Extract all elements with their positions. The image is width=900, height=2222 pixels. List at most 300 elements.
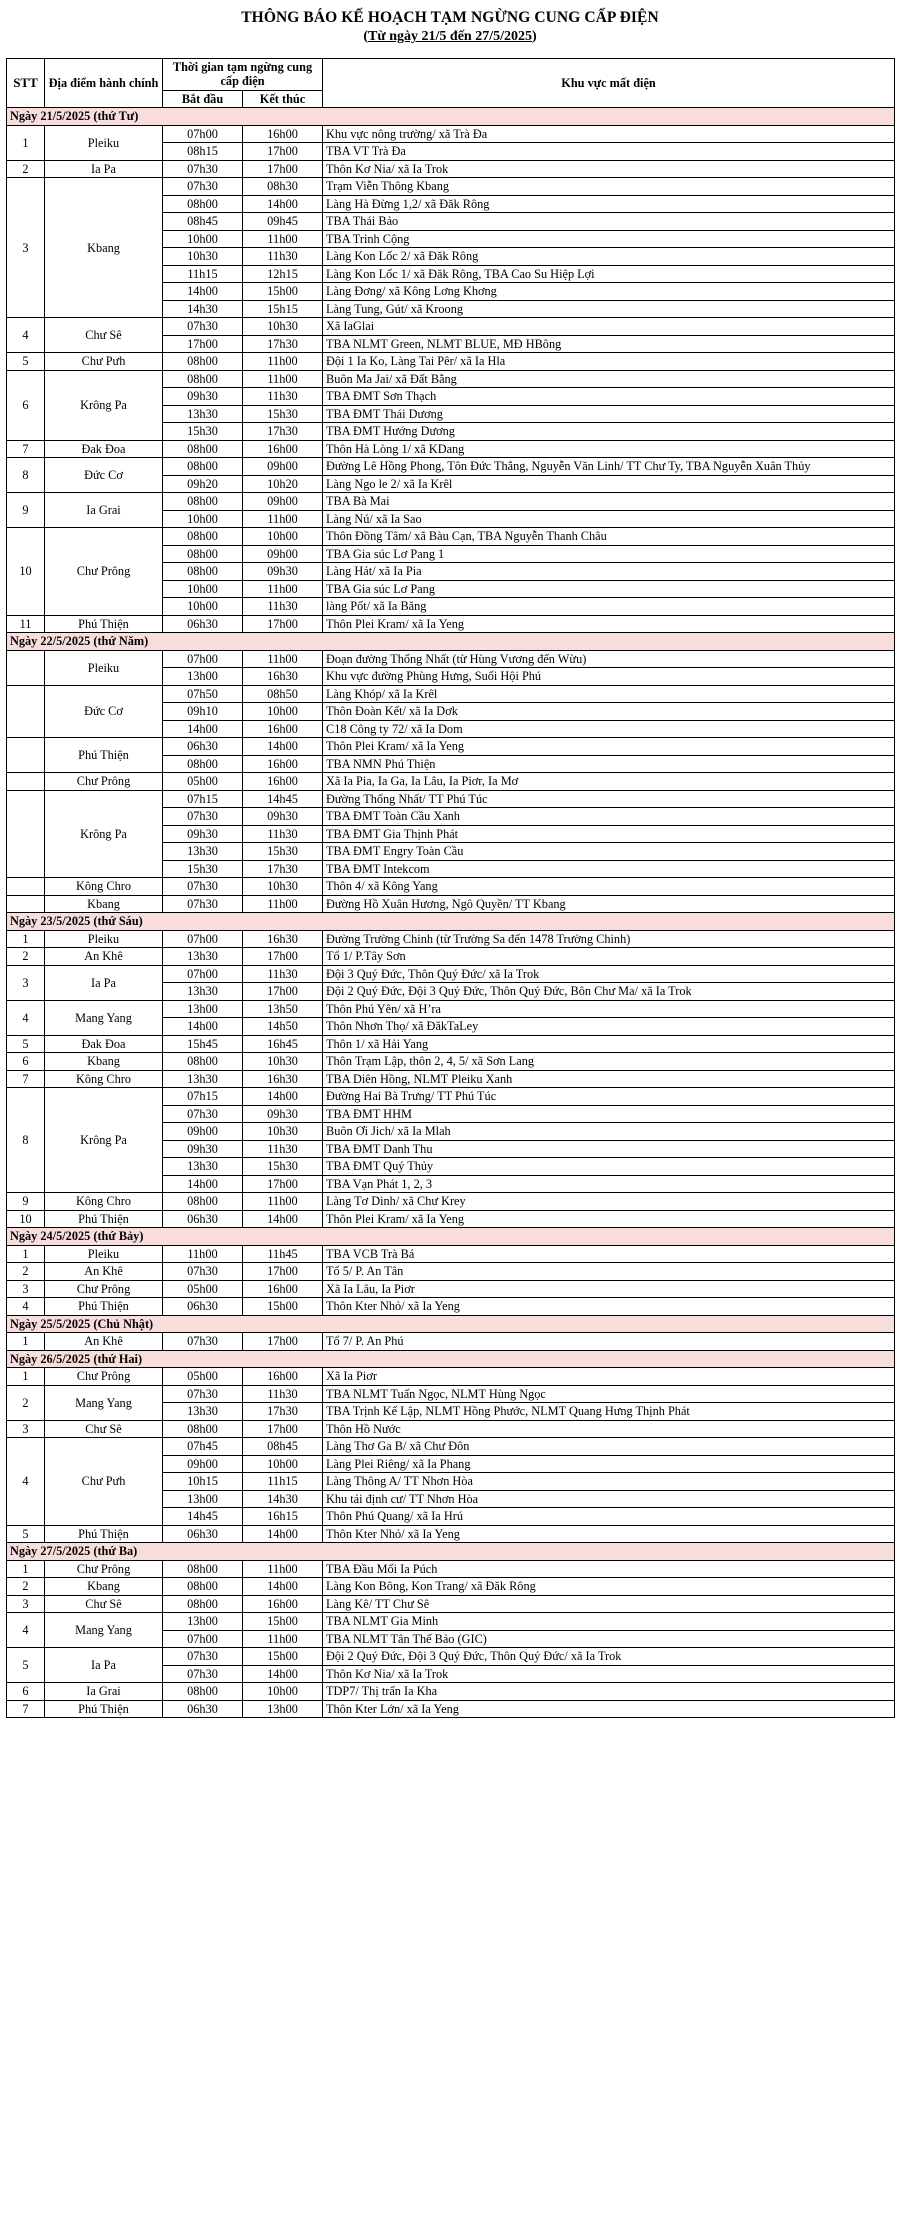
cell-stt: 10 <box>7 528 45 616</box>
cell-start-time: 07h30 <box>163 1105 243 1123</box>
cell-start-time: 06h30 <box>163 1525 243 1543</box>
cell-start-time: 17h00 <box>163 335 243 353</box>
cell-outage-area: TBA ĐMT Intekcom <box>323 860 895 878</box>
cell-start-time: 14h00 <box>163 1018 243 1036</box>
cell-outage-area: TBA ĐMT Gia Thịnh Phát <box>323 825 895 843</box>
cell-outage-area: TBA Đầu Mối Ia Púch <box>323 1560 895 1578</box>
cell-location: Krông Pa <box>45 790 163 878</box>
cell-start-time: 10h15 <box>163 1473 243 1491</box>
cell-start-time: 14h30 <box>163 300 243 318</box>
cell-end-time: 08h30 <box>243 178 323 196</box>
cell-start-time: 08h00 <box>163 1193 243 1211</box>
cell-end-time: 09h30 <box>243 563 323 581</box>
table-row <box>7 1298 895 1316</box>
cell-end-time: 13h00 <box>243 1700 323 1718</box>
cell-end-time: 11h00 <box>243 1560 323 1578</box>
cell-outage-area: Làng Đơng/ xã Kông Lơng Khơng <box>323 283 895 301</box>
cell-outage-area: Làng Kon Bông, Kon Trang/ xã Đăk Rông <box>323 1578 895 1596</box>
cell-start-time: 07h15 <box>163 790 243 808</box>
cell-location: An Khê <box>45 948 163 966</box>
cell-location: Chư Prông <box>45 1368 163 1386</box>
cell-location: Kbang <box>45 1053 163 1071</box>
cell-outage-area: TDP7/ Thị trấn Ia Kha <box>323 1683 895 1701</box>
cell-start-time: 09h00 <box>163 1123 243 1141</box>
cell-outage-area: Đường Trường Chinh (từ Trường Sa đến 1478 Trường Chinh) <box>323 930 895 948</box>
cell-start-time: 07h30 <box>163 318 243 336</box>
day-header-row <box>7 1315 895 1333</box>
cell-end-time: 14h00 <box>243 195 323 213</box>
cell-outage-area: Làng Thơ Ga B/ xã Chư Đôn <box>323 1438 895 1456</box>
cell-location: Phú Thiện <box>45 1298 163 1316</box>
cell-start-time: 06h30 <box>163 615 243 633</box>
cell-end-time: 11h30 <box>243 1140 323 1158</box>
cell-outage-area: TBA NLMT Tân Thế Bảo (GIC) <box>323 1630 895 1648</box>
cell-outage-area: Đội 2 Quý Đức, Đội 3 Quý Đức, Thôn Quý Đức, Bôn Chư Ma/ xã Ia Trok <box>323 983 895 1001</box>
cell-end-time: 15h00 <box>243 283 323 301</box>
cell-location: Phú Thiện <box>45 1700 163 1718</box>
table-row <box>7 370 895 388</box>
cell-outage-area: TBA Vạn Phát 1, 2, 3 <box>323 1175 895 1193</box>
cell-start-time: 13h00 <box>163 1613 243 1631</box>
table-row <box>7 1578 895 1596</box>
cell-outage-area: Thôn Plei Kram/ xã Ia Yeng <box>323 615 895 633</box>
cell-outage-area: Buôn Ma Jai/ xã Đất Bằng <box>323 370 895 388</box>
cell-start-time: 10h00 <box>163 580 243 598</box>
cell-end-time: 12h15 <box>243 265 323 283</box>
cell-stt: 3 <box>7 1595 45 1613</box>
cell-location: Chư Prông <box>45 528 163 616</box>
cell-outage-area: TBA VT Trà Đa <box>323 143 895 161</box>
cell-stt: 1 <box>7 930 45 948</box>
cell-stt: 3 <box>7 1420 45 1438</box>
day-header-row <box>7 633 895 651</box>
cell-start-time: 13h00 <box>163 1000 243 1018</box>
cell-stt: 6 <box>7 370 45 440</box>
cell-end-time: 16h00 <box>243 720 323 738</box>
cell-end-time: 11h30 <box>243 965 323 983</box>
cell-location: Phú Thiện <box>45 1525 163 1543</box>
cell-end-time: 11h45 <box>243 1245 323 1263</box>
cell-end-time: 14h30 <box>243 1490 323 1508</box>
cell-end-time: 17h30 <box>243 860 323 878</box>
cell-location: Pleiku <box>45 125 163 160</box>
cell-start-time: 08h00 <box>163 1683 243 1701</box>
cell-start-time: 15h30 <box>163 423 243 441</box>
cell-location: An Khê <box>45 1333 163 1351</box>
cell-stt: 3 <box>7 178 45 318</box>
cell-stt: 2 <box>7 1578 45 1596</box>
cell-outage-area: Xã IaGlai <box>323 318 895 336</box>
cell-stt: 1 <box>7 125 45 160</box>
cell-outage-area: Thôn Hồ Nước <box>323 1420 895 1438</box>
cell-start-time: 08h45 <box>163 213 243 231</box>
cell-end-time: 11h00 <box>243 895 323 913</box>
cell-outage-area: Tổ 7/ P. An Phú <box>323 1333 895 1351</box>
column-header-stt: STT <box>7 58 45 108</box>
day-header-label: Ngày 24/5/2025 (thứ Bảy) <box>7 1228 895 1246</box>
table-row <box>7 1438 895 1456</box>
day-header-label: Ngày 21/5/2025 (thứ Tư) <box>7 108 895 126</box>
cell-stt: 1 <box>7 1333 45 1351</box>
table-row <box>7 125 895 143</box>
cell-outage-area: Làng Tơ Dinh/ xã Chư Krey <box>323 1193 895 1211</box>
cell-start-time: 06h30 <box>163 738 243 756</box>
cell-start-time: 07h30 <box>163 1665 243 1683</box>
cell-outage-area: TBA VCB Trà Bá <box>323 1245 895 1263</box>
cell-outage-area: TBA Diên Hồng, NLMT Pleiku Xanh <box>323 1070 895 1088</box>
cell-location: Pleiku <box>45 1245 163 1263</box>
cell-location: Chư Pưh <box>45 1438 163 1526</box>
cell-outage-area: Đoạn đường Thống Nhất (từ Hùng Vương đến Wừu) <box>323 650 895 668</box>
cell-start-time: 09h30 <box>163 825 243 843</box>
cell-outage-area: làng Pốt/ xã Ia Băng <box>323 598 895 616</box>
cell-start-time: 07h00 <box>163 1630 243 1648</box>
cell-start-time: 13h00 <box>163 668 243 686</box>
cell-end-time: 17h00 <box>243 1420 323 1438</box>
table-row <box>7 1560 895 1578</box>
table-header-row-1 <box>7 58 895 90</box>
cell-end-time: 11h30 <box>243 825 323 843</box>
cell-stt: 1 <box>7 1368 45 1386</box>
cell-outage-area: Làng Kon Lốc 1/ xã Đăk Rông, TBA Cao Su Hiệp Lợi <box>323 265 895 283</box>
cell-end-time: 16h00 <box>243 1595 323 1613</box>
cell-end-time: 09h30 <box>243 1105 323 1123</box>
table-row <box>7 1420 895 1438</box>
cell-location: Đak Đoa <box>45 1035 163 1053</box>
table-row <box>7 1648 895 1666</box>
cell-outage-area: Thôn Plei Kram/ xã Ia Yeng <box>323 1210 895 1228</box>
column-header-area: Khu vực mất điện <box>323 58 895 108</box>
cell-location: Kông Chro <box>45 878 163 896</box>
cell-end-time: 14h45 <box>243 790 323 808</box>
table-row <box>7 353 895 371</box>
table-header <box>7 58 895 108</box>
cell-outage-area: Đội 2 Quý Đức, Đội 3 Quý Đức, Thôn Quý Đức/ xã Ia Trok <box>323 1648 895 1666</box>
cell-location: Mang Yang <box>45 1385 163 1420</box>
cell-location: Kbang <box>45 178 163 318</box>
cell-end-time: 14h00 <box>243 1088 323 1106</box>
cell-outage-area: Làng Kon Lốc 2/ xã Đăk Rông <box>323 248 895 266</box>
cell-start-time: 09h30 <box>163 388 243 406</box>
cell-location: Đức Cơ <box>45 685 163 738</box>
table-row <box>7 1368 895 1386</box>
cell-stt: 8 <box>7 458 45 493</box>
cell-outage-area: Thôn Đồng Tâm/ xã Bàu Cạn, TBA Nguyễn Thanh Châu <box>323 528 895 546</box>
table-row <box>7 738 895 756</box>
day-header-row <box>7 1350 895 1368</box>
cell-end-time: 17h30 <box>243 423 323 441</box>
cell-end-time: 14h00 <box>243 1525 323 1543</box>
cell-start-time: 14h00 <box>163 283 243 301</box>
cell-location: Ia Pa <box>45 965 163 1000</box>
cell-start-time: 07h30 <box>163 1385 243 1403</box>
cell-end-time: 17h00 <box>243 1263 323 1281</box>
cell-end-time: 16h30 <box>243 930 323 948</box>
cell-end-time: 17h00 <box>243 160 323 178</box>
cell-start-time: 08h00 <box>163 370 243 388</box>
cell-location: Ia Grai <box>45 493 163 528</box>
table-row <box>7 1683 895 1701</box>
cell-end-time: 17h30 <box>243 335 323 353</box>
cell-end-time: 10h00 <box>243 1683 323 1701</box>
cell-start-time: 08h00 <box>163 1578 243 1596</box>
table-row <box>7 440 895 458</box>
cell-start-time: 10h00 <box>163 598 243 616</box>
cell-end-time: 11h00 <box>243 650 323 668</box>
table-row <box>7 458 895 476</box>
table-row <box>7 1525 895 1543</box>
table-row <box>7 790 895 808</box>
table-row <box>7 895 895 913</box>
cell-outage-area: TBA ĐMT Hướng Dương <box>323 423 895 441</box>
table-row <box>7 650 895 668</box>
cell-outage-area: TBA Trịnh Kế Lập, NLMT Hồng Phước, NLMT Quang Hưng Thịnh Phát <box>323 1403 895 1421</box>
cell-end-time: 14h00 <box>243 1665 323 1683</box>
cell-outage-area: Đội 1 Ia Ko, Làng Tai Pêr/ xã Ia Hla <box>323 353 895 371</box>
cell-outage-area: Thôn Trạm Lập, thôn 2, 4, 5/ xã Sơn Lang <box>323 1053 895 1071</box>
table-row <box>7 1595 895 1613</box>
cell-outage-area: Thôn Phú Yên/ xã H’ra <box>323 1000 895 1018</box>
table-row <box>7 318 895 336</box>
table-row <box>7 878 895 896</box>
cell-outage-area: Khu vực đường Phùng Hưng, Suối Hội Phú <box>323 668 895 686</box>
table-row <box>7 930 895 948</box>
cell-outage-area: TBA NLMT Tuấn Ngọc, NLMT Hùng Ngọc <box>323 1385 895 1403</box>
table-row <box>7 493 895 511</box>
cell-end-time: 09h00 <box>243 545 323 563</box>
column-header-time-group: Thời gian tạm ngừng cung cấp điện <box>163 58 323 90</box>
outage-schedule-table <box>6 58 895 1719</box>
cell-start-time: 07h30 <box>163 178 243 196</box>
cell-start-time: 06h30 <box>163 1298 243 1316</box>
cell-end-time: 10h00 <box>243 528 323 546</box>
cell-start-time: 08h00 <box>163 1420 243 1438</box>
cell-location: Đức Cơ <box>45 458 163 493</box>
cell-end-time: 16h00 <box>243 125 323 143</box>
cell-outage-area: Trạm Viễn Thông Kbang <box>323 178 895 196</box>
cell-outage-area: Tổ 5/ P. An Tân <box>323 1263 895 1281</box>
cell-location: Pleiku <box>45 930 163 948</box>
cell-end-time: 15h00 <box>243 1648 323 1666</box>
cell-end-time: 16h00 <box>243 755 323 773</box>
cell-outage-area: Tổ 1/ P.Tây Sơn <box>323 948 895 966</box>
cell-location: Kbang <box>45 895 163 913</box>
cell-outage-area: Thôn Đoàn Kết/ xã Ia Dơk <box>323 703 895 721</box>
cell-outage-area: Thôn Kter Nhỏ/ xã Ia Yeng <box>323 1298 895 1316</box>
cell-outage-area: TBA ĐMT Toàn Cầu Xanh <box>323 808 895 826</box>
cell-end-time: 16h30 <box>243 668 323 686</box>
cell-outage-area: TBA NMN Phú Thiện <box>323 755 895 773</box>
cell-end-time: 10h30 <box>243 1053 323 1071</box>
cell-start-time: 14h00 <box>163 720 243 738</box>
cell-location: Mang Yang <box>45 1613 163 1648</box>
cell-outage-area: Thôn Kter Lớn/ xã Ia Yeng <box>323 1700 895 1718</box>
cell-start-time: 08h15 <box>163 143 243 161</box>
cell-end-time: 14h50 <box>243 1018 323 1036</box>
cell-outage-area: Xã Ia Lâu, Ia Piơr <box>323 1280 895 1298</box>
cell-stt: 10 <box>7 1210 45 1228</box>
day-header-row <box>7 108 895 126</box>
cell-end-time: 11h00 <box>243 230 323 248</box>
cell-end-time: 17h00 <box>243 1175 323 1193</box>
cell-stt <box>7 878 45 896</box>
table-row <box>7 160 895 178</box>
cell-stt: 4 <box>7 1298 45 1316</box>
cell-outage-area: Đường Hai Bà Trưng/ TT Phú Túc <box>323 1088 895 1106</box>
cell-outage-area: Làng Hát/ xã Ia Pia <box>323 563 895 581</box>
day-header-row <box>7 1543 895 1561</box>
cell-end-time: 16h00 <box>243 440 323 458</box>
cell-end-time: 15h30 <box>243 1158 323 1176</box>
cell-end-time: 15h00 <box>243 1298 323 1316</box>
cell-location: Chư Sê <box>45 1595 163 1613</box>
cell-start-time: 09h10 <box>163 703 243 721</box>
cell-end-time: 11h00 <box>243 580 323 598</box>
cell-start-time: 06h30 <box>163 1700 243 1718</box>
cell-end-time: 17h00 <box>243 1333 323 1351</box>
table-body <box>7 108 895 1718</box>
table-row <box>7 1193 895 1211</box>
cell-stt: 6 <box>7 1053 45 1071</box>
cell-end-time: 15h00 <box>243 1613 323 1631</box>
cell-stt <box>7 650 45 685</box>
cell-location: An Khê <box>45 1263 163 1281</box>
cell-end-time: 16h00 <box>243 773 323 791</box>
cell-start-time: 07h30 <box>163 1333 243 1351</box>
cell-end-time: 10h20 <box>243 475 323 493</box>
cell-end-time: 15h15 <box>243 300 323 318</box>
cell-start-time: 08h00 <box>163 755 243 773</box>
cell-start-time: 08h00 <box>163 195 243 213</box>
cell-end-time: 10h30 <box>243 318 323 336</box>
cell-start-time: 07h00 <box>163 125 243 143</box>
cell-start-time: 07h00 <box>163 930 243 948</box>
column-header-end: Kết thúc <box>243 90 323 108</box>
cell-start-time: 08h00 <box>163 1053 243 1071</box>
day-header-label: Ngày 26/5/2025 (thứ Hai) <box>7 1350 895 1368</box>
cell-outage-area: Đội 3 Quý Đức, Thôn Quý Đức/ xã Ia Trok <box>323 965 895 983</box>
table-row <box>7 685 895 703</box>
cell-end-time: 17h00 <box>243 948 323 966</box>
table-row <box>7 1385 895 1403</box>
cell-outage-area: Thôn Nhơn Thọ/ xã ĐăkTaLey <box>323 1018 895 1036</box>
subtitle-date-range: Từ ngày 21/5 đến 27/5/2025 <box>368 29 532 45</box>
table-row <box>7 948 895 966</box>
cell-end-time: 16h15 <box>243 1508 323 1526</box>
cell-stt: 5 <box>7 1525 45 1543</box>
cell-start-time: 07h50 <box>163 685 243 703</box>
cell-outage-area: Đường Lê Hồng Phong, Tôn Đức Thắng, Nguyễn Văn Linh/ TT Chư Ty, TBA Nguyễn Xuân Thủy <box>323 458 895 476</box>
cell-start-time: 14h45 <box>163 1508 243 1526</box>
cell-end-time: 08h45 <box>243 1438 323 1456</box>
cell-outage-area: Đường Thống Nhất/ TT Phú Túc <box>323 790 895 808</box>
cell-location: Phú Thiện <box>45 738 163 773</box>
page-subtitle <box>0 27 900 58</box>
cell-start-time: 07h30 <box>163 160 243 178</box>
cell-location: Ia Pa <box>45 160 163 178</box>
cell-end-time: 16h00 <box>243 1280 323 1298</box>
day-header-row <box>7 913 895 931</box>
cell-start-time: 08h00 <box>163 493 243 511</box>
cell-end-time: 09h00 <box>243 458 323 476</box>
cell-stt <box>7 790 45 878</box>
cell-end-time: 10h30 <box>243 1123 323 1141</box>
cell-outage-area: Khu tái định cư/ TT Nhơn Hòa <box>323 1490 895 1508</box>
cell-outage-area: TBA Gia súc Lơ Pang <box>323 580 895 598</box>
cell-outage-area: Thôn Hà Lòng 1/ xã KDang <box>323 440 895 458</box>
table-row <box>7 1210 895 1228</box>
cell-start-time: 13h30 <box>163 843 243 861</box>
day-header-label: Ngày 22/5/2025 (thứ Năm) <box>7 633 895 651</box>
cell-stt <box>7 895 45 913</box>
cell-outage-area: TBA NLMT Green, NLMT BLUE, MĐ HBông <box>323 335 895 353</box>
cell-outage-area: Thôn Phú Quang/ xã Ia Hrú <box>323 1508 895 1526</box>
cell-outage-area: TBA ĐMT Sơn Thạch <box>323 388 895 406</box>
cell-start-time: 05h00 <box>163 1280 243 1298</box>
cell-start-time: 11h00 <box>163 1245 243 1263</box>
cell-outage-area: TBA Bà Mai <box>323 493 895 511</box>
cell-end-time: 17h00 <box>243 983 323 1001</box>
cell-start-time: 15h45 <box>163 1035 243 1053</box>
cell-end-time: 16h00 <box>243 1368 323 1386</box>
cell-location: Mang Yang <box>45 1000 163 1035</box>
cell-stt: 2 <box>7 1263 45 1281</box>
cell-outage-area: Thôn Kơ Nia/ xã Ia Trok <box>323 1665 895 1683</box>
cell-outage-area: TBA ĐMT HHM <box>323 1105 895 1123</box>
cell-outage-area: TBA NLMT Gia Minh <box>323 1613 895 1631</box>
cell-location: Krông Pa <box>45 1088 163 1193</box>
cell-end-time: 10h00 <box>243 1455 323 1473</box>
cell-stt: 9 <box>7 493 45 528</box>
cell-outage-area: Đường Hồ Xuân Hương, Ngô Quyền/ TT Kbang <box>323 895 895 913</box>
cell-stt: 3 <box>7 1280 45 1298</box>
cell-location: Kông Chro <box>45 1070 163 1088</box>
cell-start-time: 08h00 <box>163 528 243 546</box>
cell-end-time: 17h30 <box>243 1403 323 1421</box>
cell-outage-area: Xã Ia Pia, Ia Ga, Ia Lâu, Ia Piơr, Ia Mơ <box>323 773 895 791</box>
cell-location: Chư Prông <box>45 1280 163 1298</box>
cell-start-time: 10h00 <box>163 510 243 528</box>
cell-end-time: 09h30 <box>243 808 323 826</box>
cell-outage-area: Làng Plei Riêng/ xã Ia Phang <box>323 1455 895 1473</box>
cell-stt: 3 <box>7 965 45 1000</box>
cell-end-time: 10h30 <box>243 878 323 896</box>
subtitle-prefix: ( <box>363 29 368 45</box>
cell-end-time: 16h30 <box>243 1070 323 1088</box>
cell-start-time: 13h30 <box>163 405 243 423</box>
cell-end-time: 11h00 <box>243 370 323 388</box>
cell-start-time: 09h20 <box>163 475 243 493</box>
table-row <box>7 1053 895 1071</box>
cell-start-time: 08h00 <box>163 1560 243 1578</box>
table-row <box>7 178 895 196</box>
cell-start-time: 13h30 <box>163 1158 243 1176</box>
cell-outage-area: TBA ĐMT Thái Dương <box>323 405 895 423</box>
cell-outage-area: TBA Gia súc Lơ Pang 1 <box>323 545 895 563</box>
cell-start-time: 10h30 <box>163 248 243 266</box>
cell-end-time: 11h30 <box>243 388 323 406</box>
cell-location: Đak Đoa <box>45 440 163 458</box>
cell-start-time: 08h00 <box>163 1595 243 1613</box>
cell-outage-area: Thôn Kơ Nia/ xã Ia Trok <box>323 160 895 178</box>
table-row <box>7 773 895 791</box>
cell-end-time: 11h00 <box>243 353 323 371</box>
table-row <box>7 1333 895 1351</box>
cell-start-time: 08h00 <box>163 440 243 458</box>
table-row <box>7 1070 895 1088</box>
cell-outage-area: Thôn Plei Kram/ xã Ia Yeng <box>323 738 895 756</box>
cell-end-time: 11h15 <box>243 1473 323 1491</box>
